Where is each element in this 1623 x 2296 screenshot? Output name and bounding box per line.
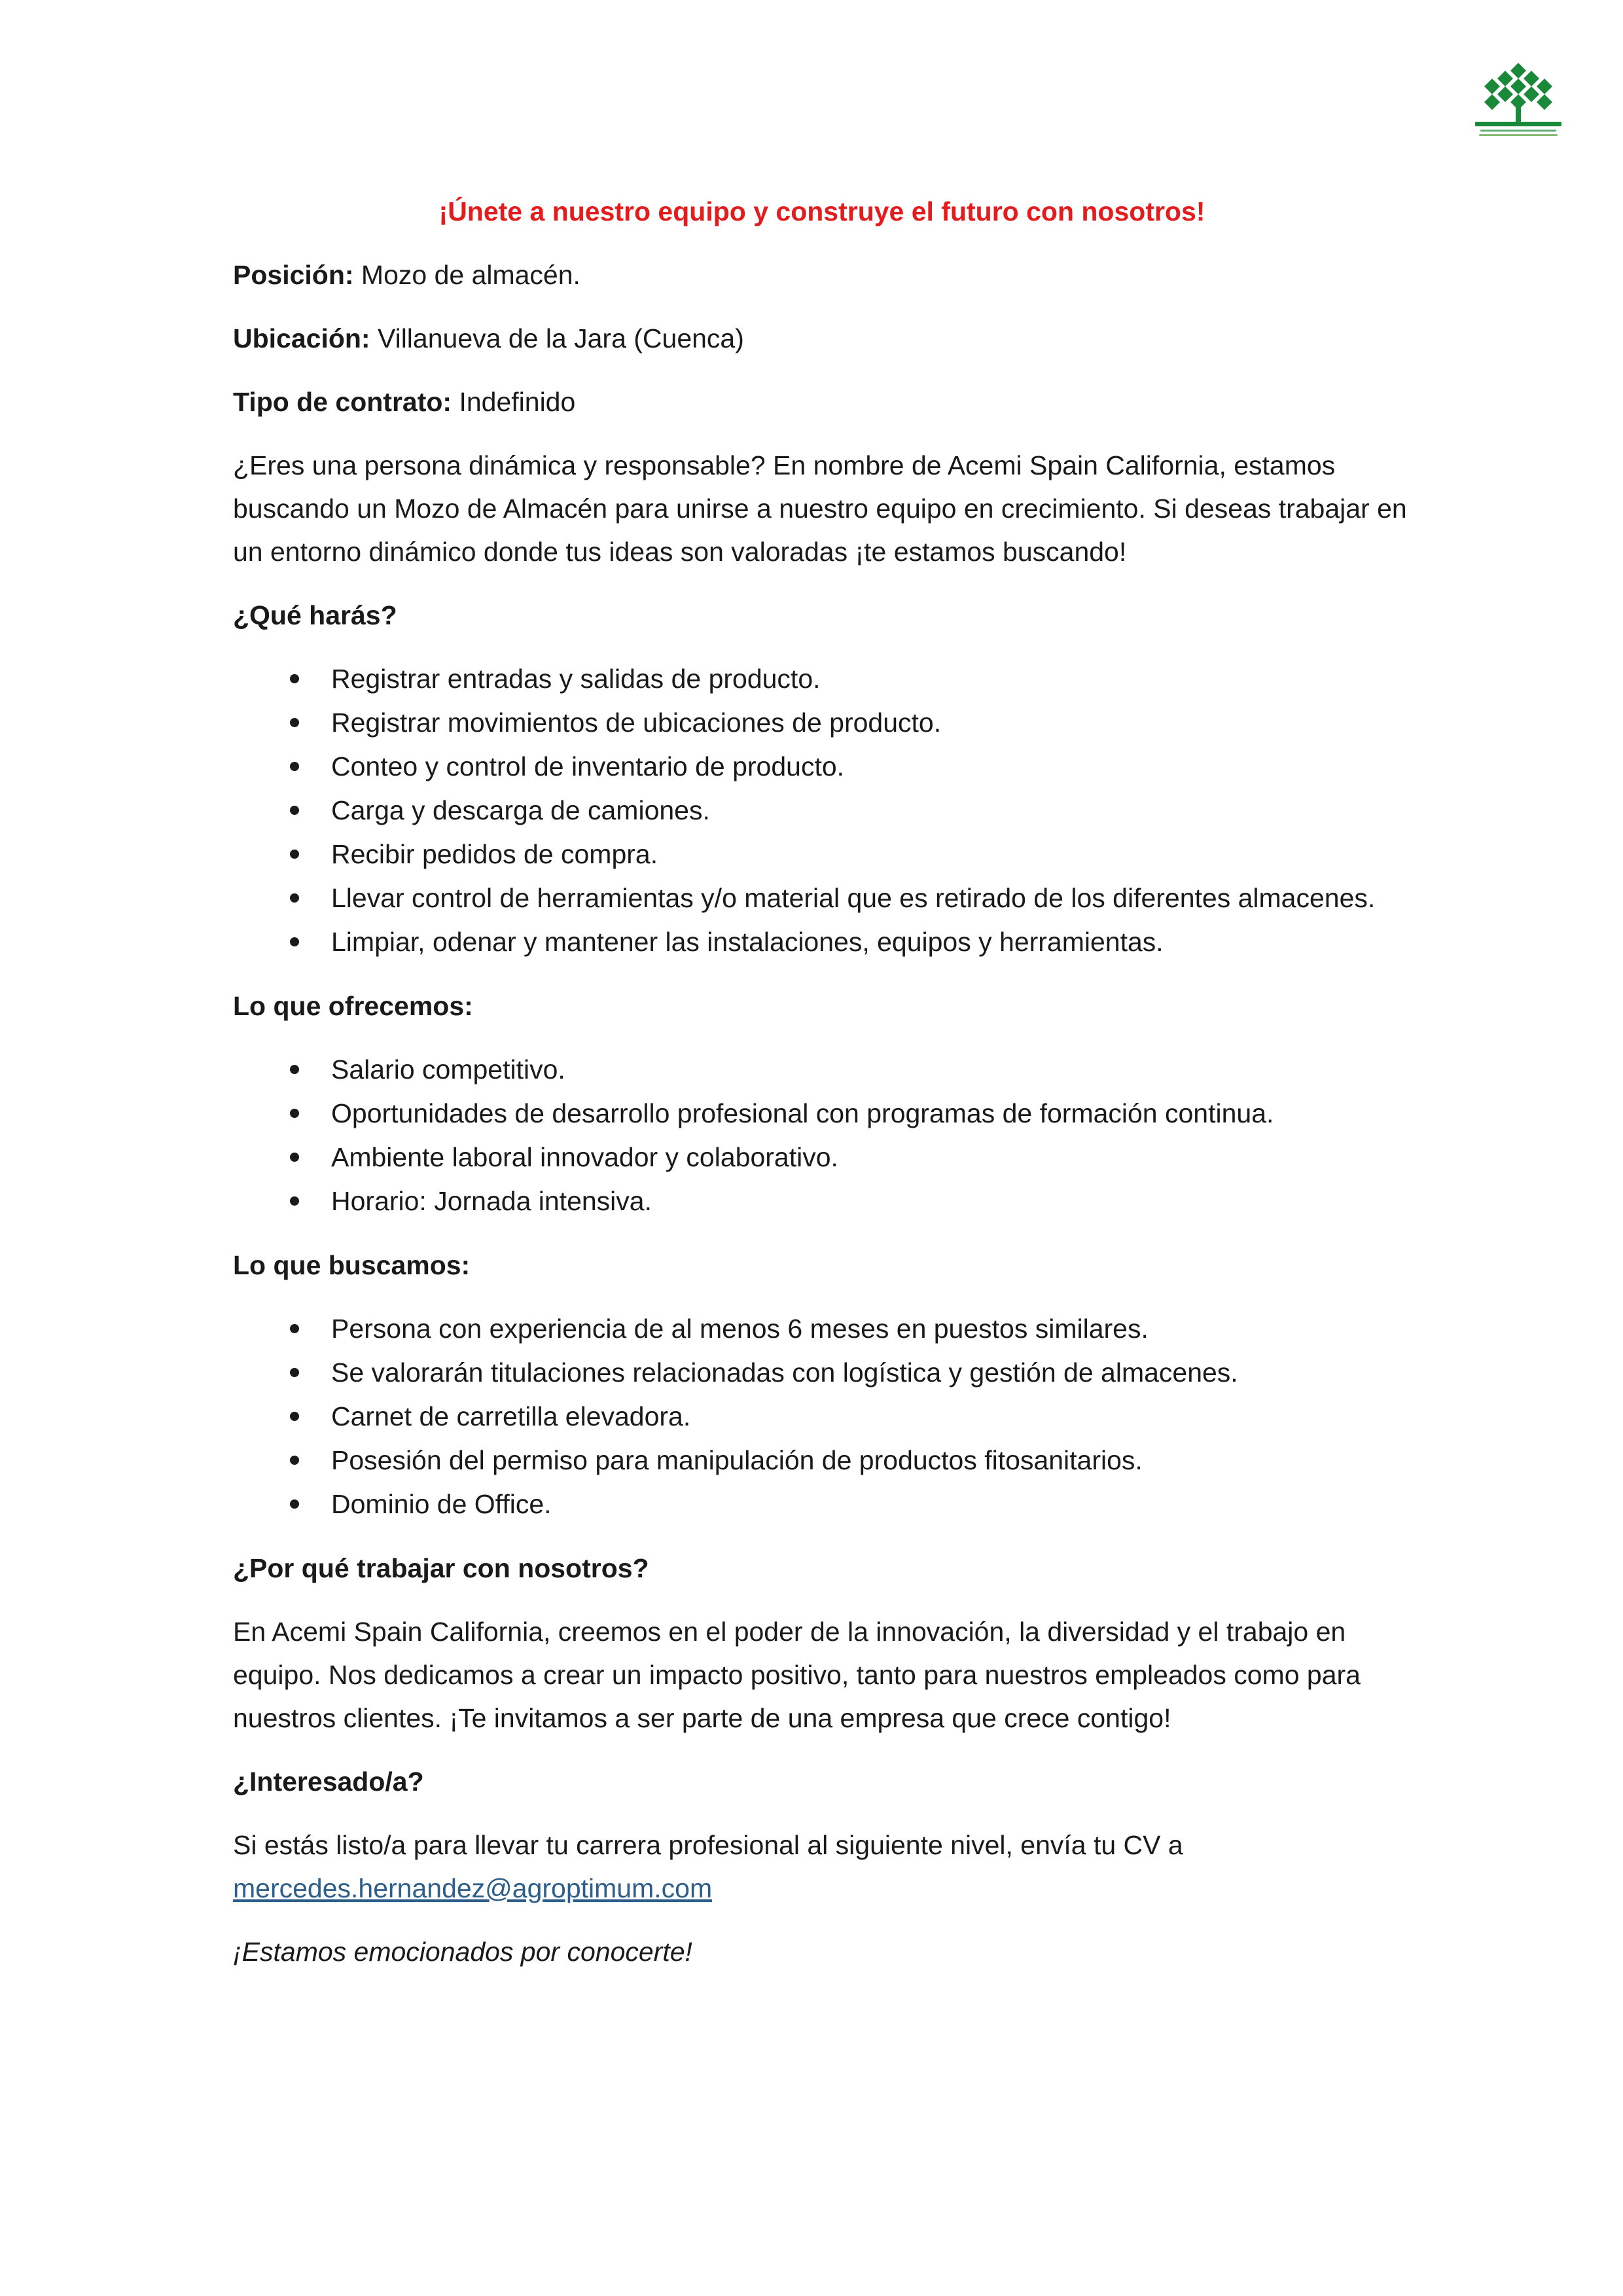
bullet-icon (290, 1412, 299, 1421)
list-item-text: Se valorarán titulaciones relacionadas con logística y gestión de almacenes. (331, 1357, 1238, 1388)
ofrecemos-list (233, 1048, 1411, 1223)
list-item (233, 833, 1411, 876)
list-item-text: Horario: Jornada intensiva. (331, 1186, 652, 1216)
field-position (233, 253, 1411, 296)
list-item (233, 876, 1411, 920)
que-haras-list (233, 657, 1411, 964)
list-item-text: Ambiente laboral innovador y colaborativo. (331, 1142, 838, 1172)
list-item-text: Posesión del permiso para manipulación de productos fitosanitarios. (331, 1445, 1143, 1475)
bullet-icon (290, 806, 299, 815)
list-item-text: Registrar entradas y salidas de producto. (331, 664, 821, 694)
list-item (233, 1048, 1411, 1092)
list-item-text: Conteo y control de inventario de producto. (331, 751, 845, 781)
intro-paragraph: ¿Eres una persona dinámica y responsable? En nombre de Acemi Spain California, estamos buscando un Mozo de Almacén para unirse a nuestro equipo en crecimiento. Si deseas trabajar en un entorno dinámico donde tus ideas son valoradas ¡te estamos buscando! (233, 450, 1407, 567)
list-item-text: Carga y descarga de camiones. (331, 795, 710, 825)
field-value: Villanueva de la Jara (Cuenca) (370, 323, 744, 353)
bullet-icon (290, 1153, 299, 1162)
field-label: Ubicación: (233, 323, 370, 353)
list-item-text: Carnet de carretilla elevadora. (331, 1401, 691, 1431)
section-heading-ofrecemos: Lo que ofrecemos: (233, 991, 473, 1021)
bullet-icon (290, 1109, 299, 1118)
list-item (233, 920, 1411, 964)
field-value: Mozo de almacén. (353, 260, 580, 290)
field-label: Tipo de contrato: (233, 387, 452, 417)
interesado-paragraph (233, 1823, 1411, 1910)
list-item-text: Oportunidades de desarrollo profesional con programas de formación continua. (331, 1098, 1274, 1128)
list-item (233, 701, 1411, 745)
list-item-text: Dominio de Office. (331, 1489, 552, 1519)
list-item (233, 1307, 1411, 1351)
list-item (233, 789, 1411, 833)
list-item-text: Recibir pedidos de compra. (331, 839, 658, 869)
interesado-text: Si estás listo/a para llevar tu carrera profesional al siguiente nivel, envía tu CV a (233, 1830, 1183, 1860)
list-item (233, 1482, 1411, 1526)
bullet-icon (290, 1324, 299, 1333)
list-item (233, 745, 1411, 789)
list-item (233, 1136, 1411, 1179)
email-link[interactable]: mercedes.hernandez@agroptimum.com (233, 1873, 713, 1903)
page-title: ¡Únete a nuestro equipo y construye el futuro con nosotros! (438, 196, 1205, 226)
bullet-icon (290, 674, 299, 683)
field-label: Posición: (233, 260, 354, 290)
section-heading-por-que: ¿Por qué trabajar con nosotros? (233, 1553, 649, 1583)
closing-text: ¡Estamos emocionados por conocerte! (233, 1937, 692, 1967)
list-item (233, 1439, 1411, 1482)
list-item (233, 657, 1411, 701)
list-item-text: Persona con experiencia de al menos 6 meses en puestos similares. (331, 1314, 1149, 1344)
bullet-icon (290, 1499, 299, 1509)
job-posting (233, 190, 1411, 1994)
field-contract (233, 380, 1411, 423)
list-item (233, 1351, 1411, 1395)
por-que-paragraph: En Acemi Spain California, creemos en el poder de la innovación, la diversidad y el trabajo en equipo. Nos dedicamos a crear un impacto positivo, tanto para nuestros empleados como para nuestros clientes. ¡Te invitamos a ser parte de una empresa que crece contigo! (233, 1617, 1361, 1733)
bullet-icon (290, 1065, 299, 1074)
list-item-text: Salario competitivo. (331, 1054, 565, 1085)
list-item (233, 1179, 1411, 1223)
list-item (233, 1395, 1411, 1439)
bullet-icon (290, 1368, 299, 1377)
bullet-icon (290, 850, 299, 859)
list-item (233, 1092, 1411, 1136)
bullet-icon (290, 762, 299, 771)
bullet-icon (290, 893, 299, 903)
bullet-icon (290, 937, 299, 946)
field-value: Indefinido (452, 387, 576, 417)
list-item-text: Llevar control de herramientas y/o material que es retirado de los diferentes almacenes. (331, 883, 1376, 913)
field-location (233, 317, 1411, 360)
section-heading-buscamos: Lo que buscamos: (233, 1250, 471, 1280)
bullet-icon (290, 1196, 299, 1206)
list-item-text: Registrar movimientos de ubicaciones de producto. (331, 708, 942, 738)
company-logo (1466, 60, 1571, 145)
bullet-icon (290, 1456, 299, 1465)
buscamos-list (233, 1307, 1411, 1526)
section-heading-interesado: ¿Interesado/a? (233, 1767, 424, 1797)
bullet-icon (290, 718, 299, 727)
tree-logo-icon (1466, 60, 1571, 145)
list-item-text: Limpiar, odenar y mantener las instalaciones, equipos y herramientas. (331, 927, 1164, 957)
section-heading-que-haras: ¿Qué harás? (233, 600, 397, 630)
